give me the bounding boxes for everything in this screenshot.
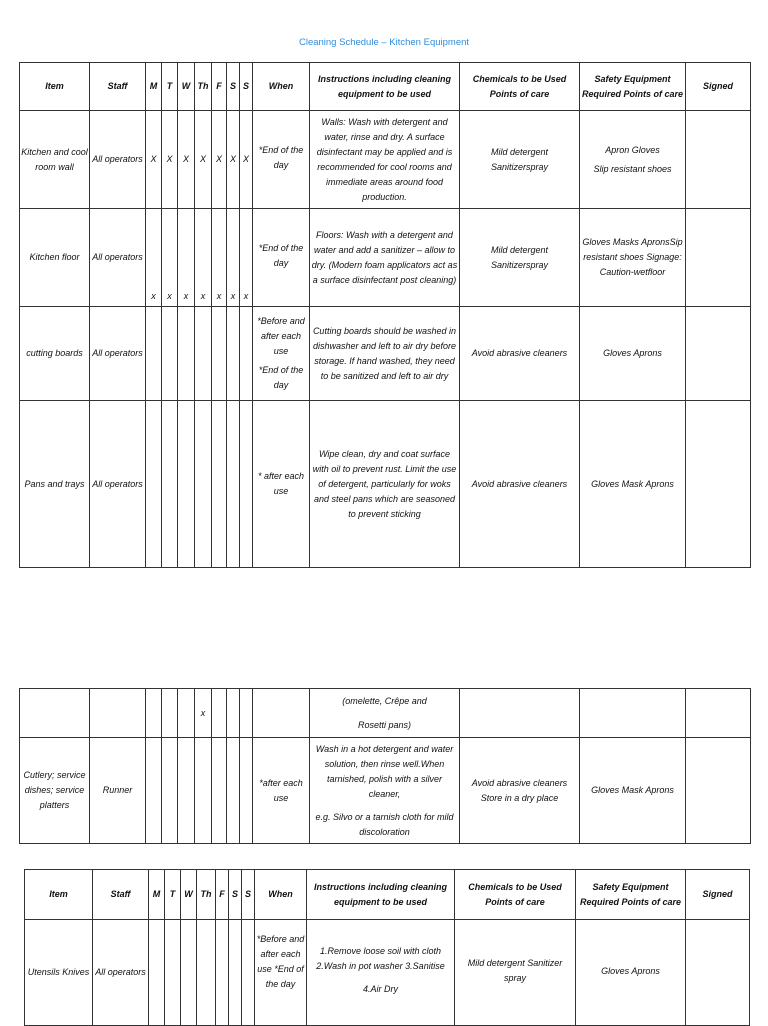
day-mark xyxy=(178,307,195,401)
day-mark: x xyxy=(178,209,195,307)
day-mark xyxy=(178,738,195,844)
header-safety: Safety Equipment Required Points of care xyxy=(576,870,686,920)
day-mark xyxy=(178,689,195,738)
header-safety: Safety Equipment Required Points of care xyxy=(580,63,686,111)
item-cell: cutting boards xyxy=(20,307,90,401)
signed-cell[interactable] xyxy=(686,689,751,738)
instructions-cell: Cutting boards should be washed in dishwasher and left to air dry before storage. If hand washed, they need to be sanitized and left to air dry xyxy=(310,307,460,401)
header-chemicals: Chemicals to be Used Points of care xyxy=(455,870,576,920)
day-mark xyxy=(146,307,162,401)
day-mark xyxy=(195,738,212,844)
item-cell: Cutlery; service dishes; service platters xyxy=(20,738,90,844)
header-chemicals: Chemicals to be Used Points of care xyxy=(460,63,580,111)
staff-cell xyxy=(90,689,146,738)
instructions-cell: Walls: Wash with detergent and water, rinse and dry. A surface disinfectant may be applied and is recommended for cool rooms and immediate areas around food production. xyxy=(310,111,460,209)
when-cell: * after each use xyxy=(253,401,310,568)
cleaning-schedule-table-1 xyxy=(19,62,751,568)
when-cell: *after each use xyxy=(253,738,310,844)
day-mark: X xyxy=(178,111,195,209)
day-mark xyxy=(240,738,253,844)
signed-cell[interactable] xyxy=(686,111,751,209)
header-day-mon: M xyxy=(149,870,165,920)
instructions-cell: Wipe clean, dry and coat surface with oil to prevent rust. Limit the use of detergent, particularly for woks and steel pans which are seasoned to prevent sticking xyxy=(310,401,460,568)
signed-cell[interactable] xyxy=(686,401,751,568)
chemicals-cell: Avoid abrasive cleaners xyxy=(460,307,580,401)
when-cell xyxy=(253,689,310,738)
safety-cell: Gloves Aprons xyxy=(580,307,686,401)
signed-cell[interactable] xyxy=(686,209,751,307)
staff-cell: All operators xyxy=(90,307,146,401)
chemicals-cell: Mild detergent Sanitizer spray xyxy=(455,920,576,1026)
header-item: Item xyxy=(20,63,90,111)
header-instructions: Instructions including cleaning equipment to be used xyxy=(307,870,455,920)
staff-cell: All operators xyxy=(90,401,146,568)
day-mark: x xyxy=(195,209,212,307)
instructions-cell: (omelette, Crêpe and Rosetti pans) xyxy=(310,689,460,738)
day-mark xyxy=(162,689,178,738)
staff-cell: Runner xyxy=(90,738,146,844)
header-day-fri: F xyxy=(216,870,229,920)
item-cell: Pans and trays xyxy=(20,401,90,568)
day-mark: X xyxy=(195,111,212,209)
instructions-cell: 1.Remove loose soil with cloth 2.Wash in pot washer 3.Sanitise 4.Air Dry xyxy=(307,920,455,1026)
header-day-sun: S xyxy=(240,63,253,111)
staff-cell: All operators xyxy=(90,111,146,209)
day-mark xyxy=(212,689,227,738)
table-row xyxy=(20,307,751,401)
day-mark xyxy=(212,307,227,401)
chemicals-cell: Mild detergent Sanitizerspray xyxy=(460,209,580,307)
day-mark xyxy=(162,401,178,568)
day-mark: X xyxy=(240,111,253,209)
safety-cell: Gloves Aprons xyxy=(576,920,686,1026)
header-when: When xyxy=(255,870,307,920)
when-cell: *Before and after each use *End of the day xyxy=(253,307,310,401)
cleaning-schedule-table-2 xyxy=(19,688,751,844)
day-mark xyxy=(229,920,242,1026)
item-cell xyxy=(20,689,90,738)
item-cell: Kitchen floor xyxy=(20,209,90,307)
header-staff: Staff xyxy=(90,63,146,111)
header-instructions: Instructions including cleaning equipment to be used xyxy=(310,63,460,111)
day-mark xyxy=(227,738,240,844)
table-row xyxy=(25,920,750,1026)
when-cell: *Before and after each use *End of the day xyxy=(255,920,307,1026)
day-mark: x xyxy=(195,689,212,738)
header-when: When xyxy=(253,63,310,111)
day-mark xyxy=(212,738,227,844)
header-signed: Signed xyxy=(686,63,751,111)
day-mark: x xyxy=(240,209,253,307)
day-mark xyxy=(197,920,216,1026)
item-cell: Utensils Knives xyxy=(25,920,93,1026)
day-mark xyxy=(181,920,197,1026)
day-mark: X xyxy=(212,111,227,209)
header-day-wed: W xyxy=(181,870,197,920)
staff-cell: All operators xyxy=(90,209,146,307)
instructions-cell: Wash in a hot detergent and water solution, then rinse well.When tarnished, polish with a silver cleaner, e.g. Silvo or a tarnish cloth for mild discoloration xyxy=(310,738,460,844)
day-mark xyxy=(146,401,162,568)
day-mark: x xyxy=(146,209,162,307)
header-row xyxy=(20,63,751,111)
day-mark xyxy=(162,738,178,844)
header-staff: Staff xyxy=(93,870,149,920)
day-mark: x xyxy=(227,209,240,307)
table-row xyxy=(20,738,751,844)
instructions-cell: Floors: Wash with a detergent and water and add a sanitizer – allow to dry. (Modern foam applicators act as a surface disinfectant post cleaning) xyxy=(310,209,460,307)
day-mark xyxy=(178,401,195,568)
day-mark xyxy=(146,738,162,844)
day-mark xyxy=(149,920,165,1026)
day-mark: x xyxy=(212,209,227,307)
document-title: Cleaning Schedule – Kitchen Equipment xyxy=(298,37,470,48)
safety-cell: Apron Gloves Slip resistant shoes xyxy=(580,111,686,209)
item-cell: Kitchen and cool room wall xyxy=(20,111,90,209)
header-day-fri: F xyxy=(212,63,227,111)
day-mark xyxy=(240,401,253,568)
safety-cell: Gloves Mask Aprons xyxy=(580,738,686,844)
day-mark xyxy=(242,920,255,1026)
header-day-tue: T xyxy=(162,63,178,111)
signed-cell[interactable] xyxy=(686,307,751,401)
header-day-thu: Th xyxy=(195,63,212,111)
day-mark xyxy=(216,920,229,1026)
header-day-tue: T xyxy=(165,870,181,920)
chemicals-cell: Avoid abrasive cleaners xyxy=(460,401,580,568)
day-mark: X xyxy=(162,111,178,209)
chemicals-cell: Mild detergent Sanitizerspray xyxy=(460,111,580,209)
header-day-wed: W xyxy=(178,63,195,111)
header-day-sat: S xyxy=(227,63,240,111)
header-signed: Signed xyxy=(686,870,750,920)
day-mark: x xyxy=(162,209,178,307)
when-cell: *End of the day xyxy=(253,209,310,307)
day-mark xyxy=(240,689,253,738)
safety-cell: Gloves Mask Aprons xyxy=(580,401,686,568)
day-mark xyxy=(162,307,178,401)
day-mark xyxy=(240,307,253,401)
day-mark xyxy=(227,689,240,738)
staff-cell: All operators xyxy=(93,920,149,1026)
day-mark xyxy=(227,401,240,568)
day-mark xyxy=(212,401,227,568)
header-day-sun: S xyxy=(242,870,255,920)
day-mark xyxy=(146,689,162,738)
day-mark xyxy=(195,307,212,401)
table-row xyxy=(20,689,751,738)
safety-cell xyxy=(580,689,686,738)
day-mark xyxy=(195,401,212,568)
header-day-sat: S xyxy=(229,870,242,920)
safety-cell: Gloves Masks ApronsSip resistant shoes Signage: Caution-wetfloor xyxy=(580,209,686,307)
signed-cell[interactable] xyxy=(686,738,751,844)
table-row xyxy=(20,111,751,209)
day-mark: X xyxy=(227,111,240,209)
header-row xyxy=(25,870,750,920)
header-day-thu: Th xyxy=(197,870,216,920)
table-row xyxy=(20,209,751,307)
when-cell: *End of the day xyxy=(253,111,310,209)
table-row xyxy=(20,401,751,568)
header-item: Item xyxy=(25,870,93,920)
day-mark: X xyxy=(146,111,162,209)
header-day-mon: M xyxy=(146,63,162,111)
day-mark xyxy=(165,920,181,1026)
day-mark xyxy=(227,307,240,401)
chemicals-cell xyxy=(460,689,580,738)
cleaning-schedule-table-3 xyxy=(24,869,750,1026)
chemicals-cell: Avoid abrasive cleaners Store in a dry place xyxy=(460,738,580,844)
signed-cell[interactable] xyxy=(686,920,750,1026)
